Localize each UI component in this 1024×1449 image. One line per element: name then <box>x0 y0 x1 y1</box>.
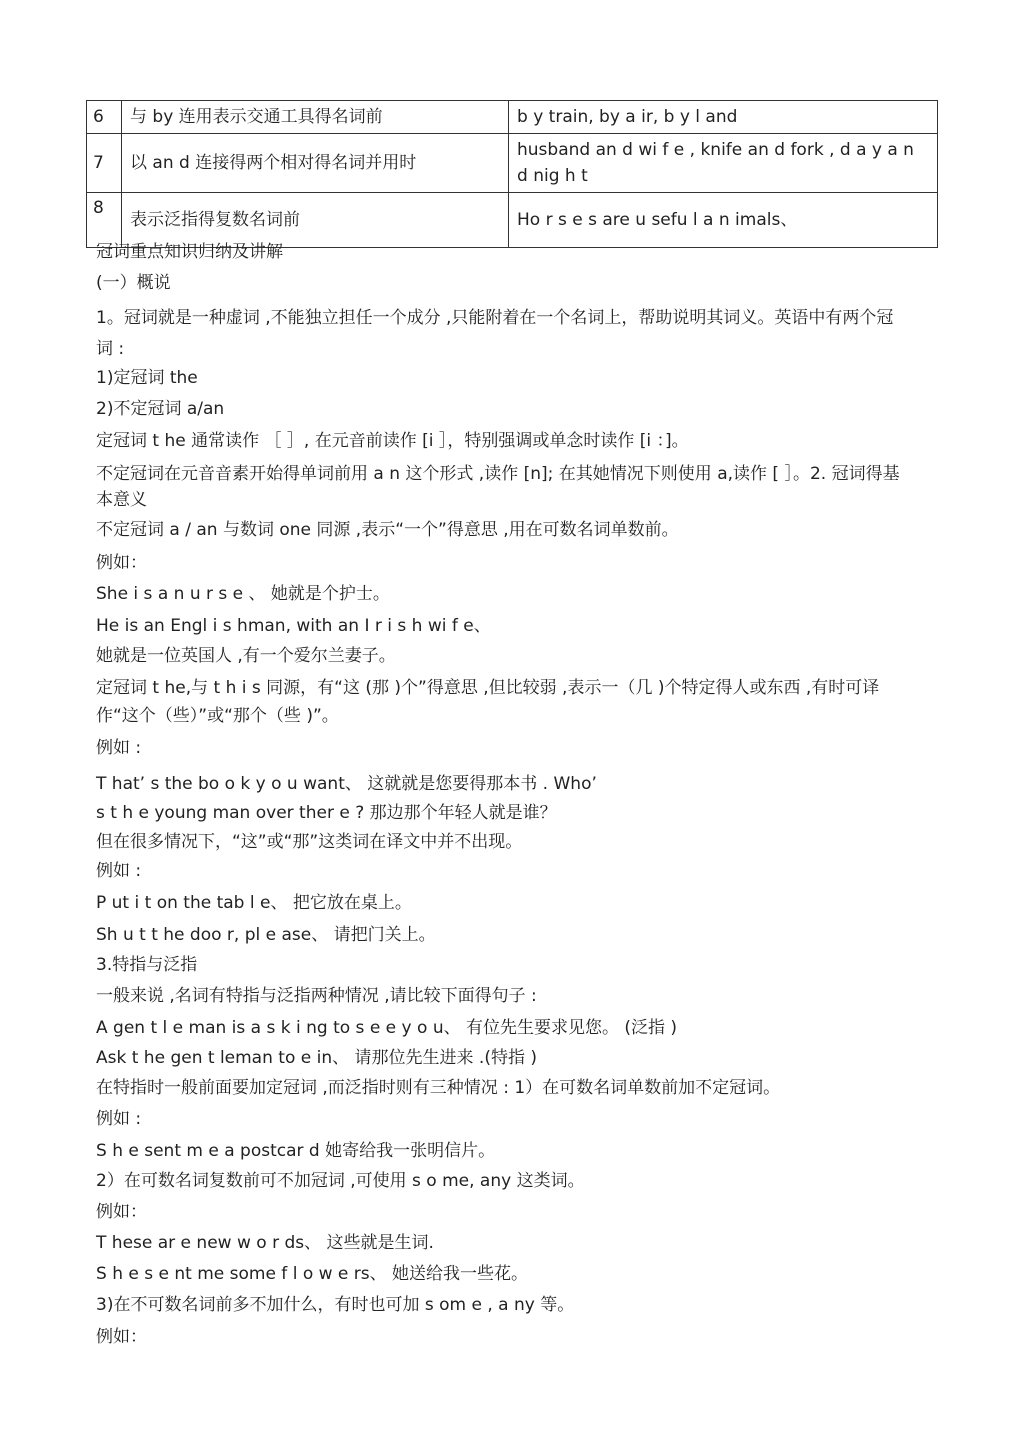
paragraph: 在特指时一般前面要加定冠词 ,而泛指时则有三种情况 : 1）在可数名词单数前加不定冠词。 <box>96 1078 781 1098</box>
usage-description: 以 an d 连接得两个相对得名词并用时 <box>122 134 509 193</box>
example-sentence: He is an Engl i s hman, with an I r i s h wi f e、 <box>96 616 491 636</box>
example-sentence: A gen t l e man is a s k i ng to s e e y o u、 有位先生要求见您。 (泛指 ) <box>96 1018 678 1038</box>
example-sentence: She i s a n u r s e 、 她就是个护士。 <box>96 584 390 604</box>
subsection-heading: (一）概说 <box>96 273 171 293</box>
paragraph: 定冠词 t he 通常读作 ［ ］, 在元音前读作 [i ］，特别强调或单念时读作 [i ：]。 <box>96 431 689 451</box>
example-sentence: Sh u t t he doo r, pl e ase、 请把门关上。 <box>96 925 436 945</box>
usage-example: b y train, by a ir, b y l and <box>509 101 938 134</box>
paragraph: 定冠词 t he,与 t h i s 同源，有“这 (那 )个”得意思 ,但比较弱 ,表示一（几 )个特定得人或东西 ,有时可译作“这个（些）”或“那个（些 )”。 <box>96 678 880 726</box>
paragraph: 2)不定冠词 a/an <box>96 399 225 419</box>
example-label: 例如： <box>96 553 147 573</box>
subsection-heading: 3.特指与泛指 <box>96 955 198 975</box>
usage-example: husband an d wi f e , knife an d fork , d a y a n d nig h t <box>509 134 938 193</box>
article-usage-table <box>86 100 938 248</box>
usage-example: Ho r s e s are u sefu l a n imals、 <box>509 193 938 248</box>
example-label: 例如 : <box>96 738 142 758</box>
paragraph: 2）在可数名词复数前可不加冠词 ,可使用 s o me, any 这类词。 <box>96 1171 585 1191</box>
usage-description: 表示泛指得复数名词前 <box>122 193 509 248</box>
example-sentence: Ask t he gen t leman to e in、 请那位先生进来 .(特指 ) <box>96 1048 537 1068</box>
example-sentence: S h e sent m e a postcar d 她寄给我一张明信片。 <box>96 1141 496 1161</box>
row-number: 7 <box>87 134 122 193</box>
example-label: 例如： <box>96 1202 147 1222</box>
usage-description: 与 by 连用表示交通工具得名词前 <box>122 101 509 134</box>
table-row <box>87 101 938 134</box>
paragraph: 不定冠词在元音音素开始得单词前用 a n 这个形式 ,读作 [n]; 在其她情况下则使用 a,读作 [ ］。2. 冠词得基本意义 <box>96 464 900 510</box>
example-sentence: S h e s e nt me some f l o w e rs、 她送给我一些花。 <box>96 1264 529 1284</box>
example-label: 例如 : <box>96 861 142 881</box>
paragraph: 1。冠词就是一种虚词 ,不能独立担任一个成分 ,只能附着在一个名词上，帮助说明其词义。英语中有两个冠词 : <box>96 308 894 359</box>
paragraph: 一般来说 ,名词有特指与泛指两种情况 ,请比较下面得句子 : <box>96 986 537 1006</box>
paragraph: 1)定冠词 the <box>96 368 198 388</box>
row-number: 8 <box>87 193 122 248</box>
paragraph: 但在很多情况下，“这”或“那”这类词在译文中并不出现。 <box>96 832 523 852</box>
example-sentence: P ut i t on the tab l e、 把它放在桌上。 <box>96 893 412 913</box>
section-heading: 冠词重点知识归纳及讲解 <box>96 242 283 262</box>
example-label: 例如 : <box>96 1109 142 1129</box>
example-sentence: T hat’ s the bo o k y o u want、 这就就是您要得那本书 . Who’ <box>96 774 597 794</box>
paragraph: 3)在不可数名词前多不加什么，有时也可加 s om e , a ny 等。 <box>96 1295 575 1315</box>
example-translation: 她就是一位英国人 ,有一个爱尔兰妻子。 <box>96 646 396 666</box>
paragraph: 不定冠词 a / an 与数词 one 同源 ,表示“一个”得意思 ,用在可数名词单数前。 <box>96 520 679 540</box>
example-label: 例如： <box>96 1327 147 1347</box>
example-sentence: s t h e young man over ther e ? 那边那个年轻人就是谁？ <box>96 803 557 823</box>
example-sentence: T hese ar e new w o r ds、 这些就是生词. <box>96 1233 434 1253</box>
table-row <box>87 134 938 193</box>
row-number: 6 <box>87 101 122 134</box>
